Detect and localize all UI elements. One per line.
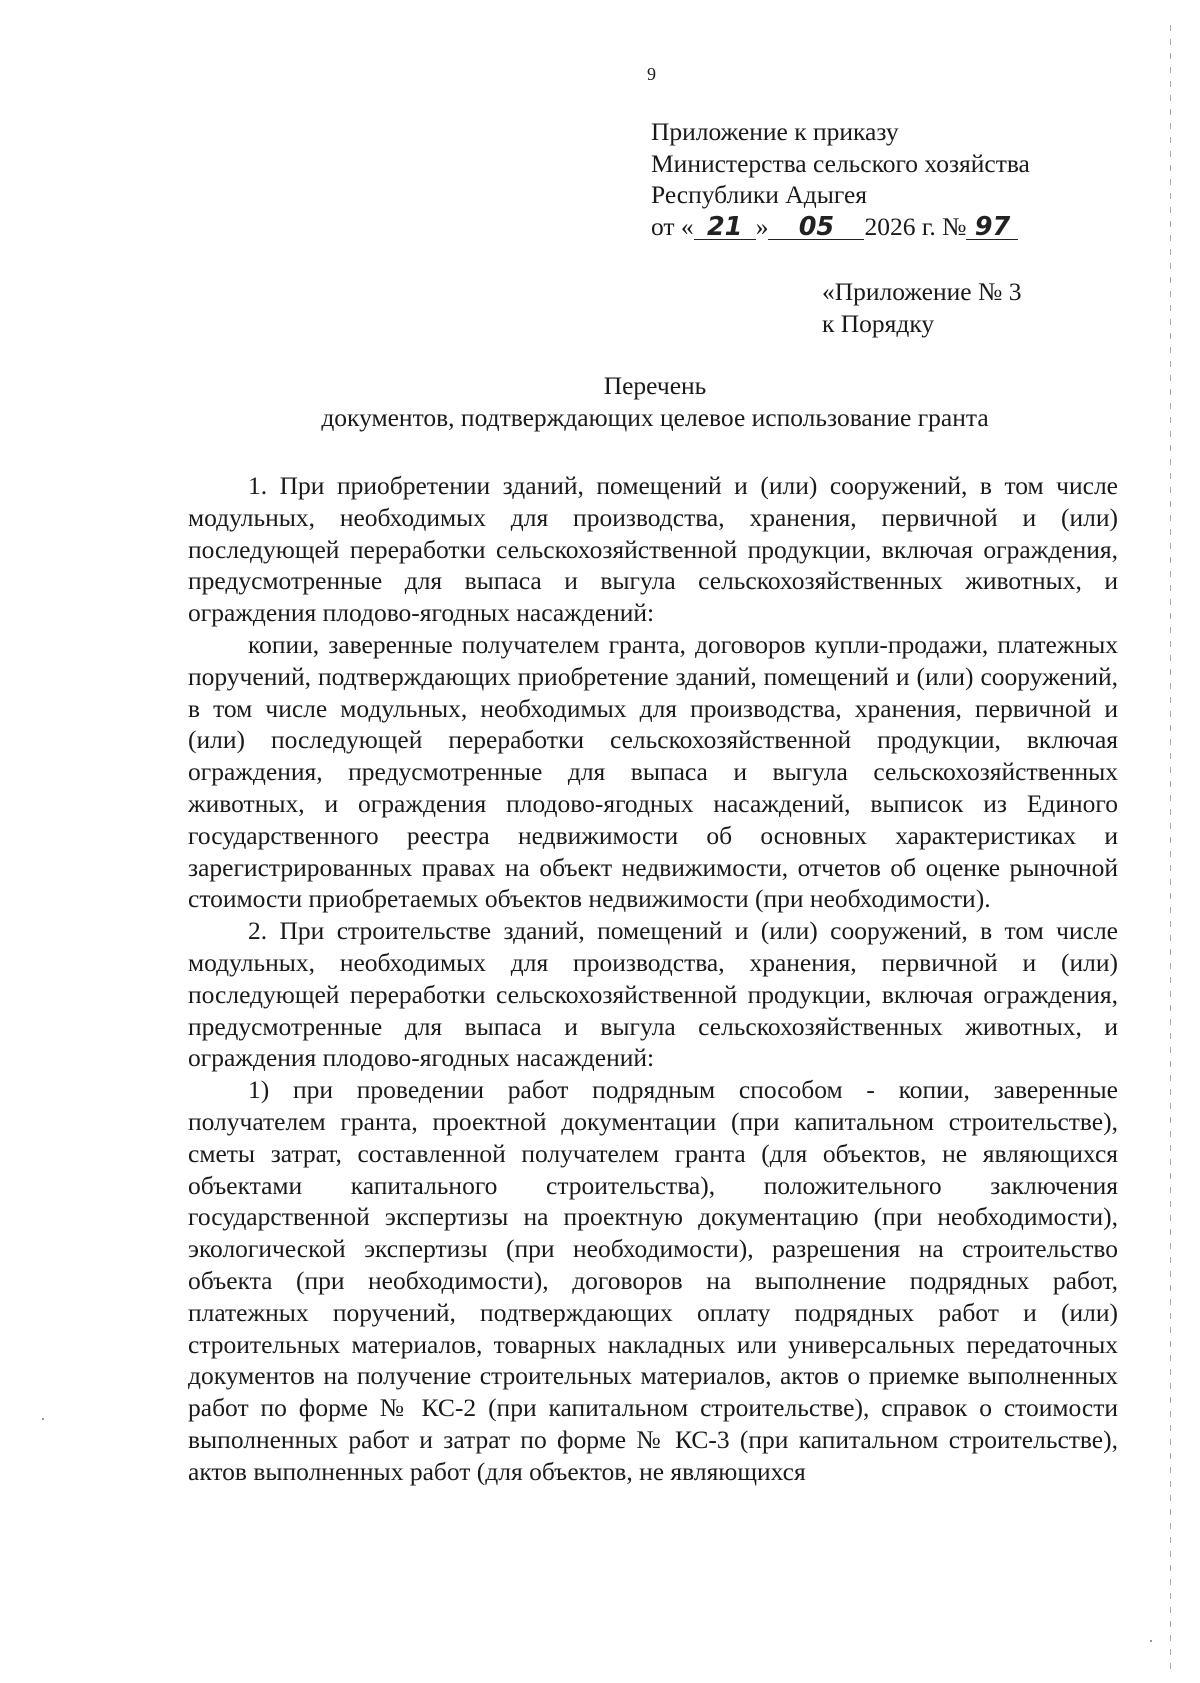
title-line-1: Перечень [603,371,707,400]
paragraph-1: 1. При приобретении зданий, помещений и (или) сооружений, в том числе модульных, необходимых для производства, хранения, первичной и (или) последующей переработки сельскохозяйственной продукции, включая ограждения, предусмотренные для выпаса и выгула сельскохозяйственных животных, и ограждения плодово-ягодных насаждений: [188,471,1118,628]
header-line-1: Приложение к приказу [651,117,899,146]
annex-reference [822,276,1021,339]
paragraph-4: 1) при проведении работ подрядным способом - копии, заверенные получателем гранта, проектной документации (при капитальном строительстве), сметы затрат, составленной получателем гранта (для объектов, не являющихся объектами капитального строительства), положительного заключения государственной экспертизы на проектную документацию (при необходимости), экологической экспертизы (при необходимости), разрешения на строительство объекта (при необходимости), договоров на выполнение подрядных работ, платежных поручений, подтверждающих оплату подрядных работ и (или) строительных материалов, товарных накладных или универсальных передаточных документов на получение строительных материалов, актов о приемке выполненных работ по форме № КС-2 (при капитальном строительстве), справок о стоимости выполненных работ и затрат по форме № КС-3 (при капитальном строительстве), актов выполненных работ (для объектов, не являющихся [188,1075,1118,1486]
scan-edge-line [1170,25,1171,1675]
order-year: 2026 г. № [864,211,967,241]
document-body [188,470,1118,1488]
handwritten-day: 21 [694,215,756,240]
date-quote-close: » [755,211,769,241]
annex-line-1: «Приложение № 3 [822,277,1022,306]
title-line-2: документов, подтверждающих целевое использование гранта [321,402,989,432]
scan-speck [1150,1640,1152,1642]
paragraph-2: копии, заверенные получателем гранта, договоров купли-продажи, платежных поручений, подтверждающих приобретение зданий, помещений и (или) сооружений, в том числе модульных, необходимых для производства, хранения, первичной и (или) последующей переработки сельскохозяйственной продукции, включая ограждения, предусмотренные для выпаса и выгула сельскохозяйственных животных, и ограждения плодово-ягодных насаждений, выписок из Единого государственного реестра недвижимости об основных характеристиках и зарегистрированных правах на объект недвижимости, отчетов об оценке рыночной стоимости приобретаемых объектов недвижимости (при необходимости). [188,629,1118,914]
page-number: 9 [647,64,656,84]
annex-line-2: к Порядку [822,308,935,338]
header-line-3: Республики Адыгея [651,180,867,209]
document-title [0,370,1200,433]
date-prefix: от « [651,211,694,241]
scan-speck [42,1418,44,1420]
header-line-2: Министерства сельского хозяйства [651,148,1030,178]
order-date-line [651,211,1030,243]
handwritten-order-number: 97 [966,215,1018,240]
handwritten-month: 05 [768,215,864,240]
order-appendix-header [651,116,1030,242]
paragraph-3: 2. При строительстве зданий, помещений и (или) сооружений, в том числе модульных, необходимых для производства, хранения, первичной и (или) последующей переработки сельскохозяйственной продукции, включая ограждения, предусмотренные для выпаса и выгула сельскохозяйственных животных, и ограждения плодово-ягодных насаждений: [188,916,1118,1073]
